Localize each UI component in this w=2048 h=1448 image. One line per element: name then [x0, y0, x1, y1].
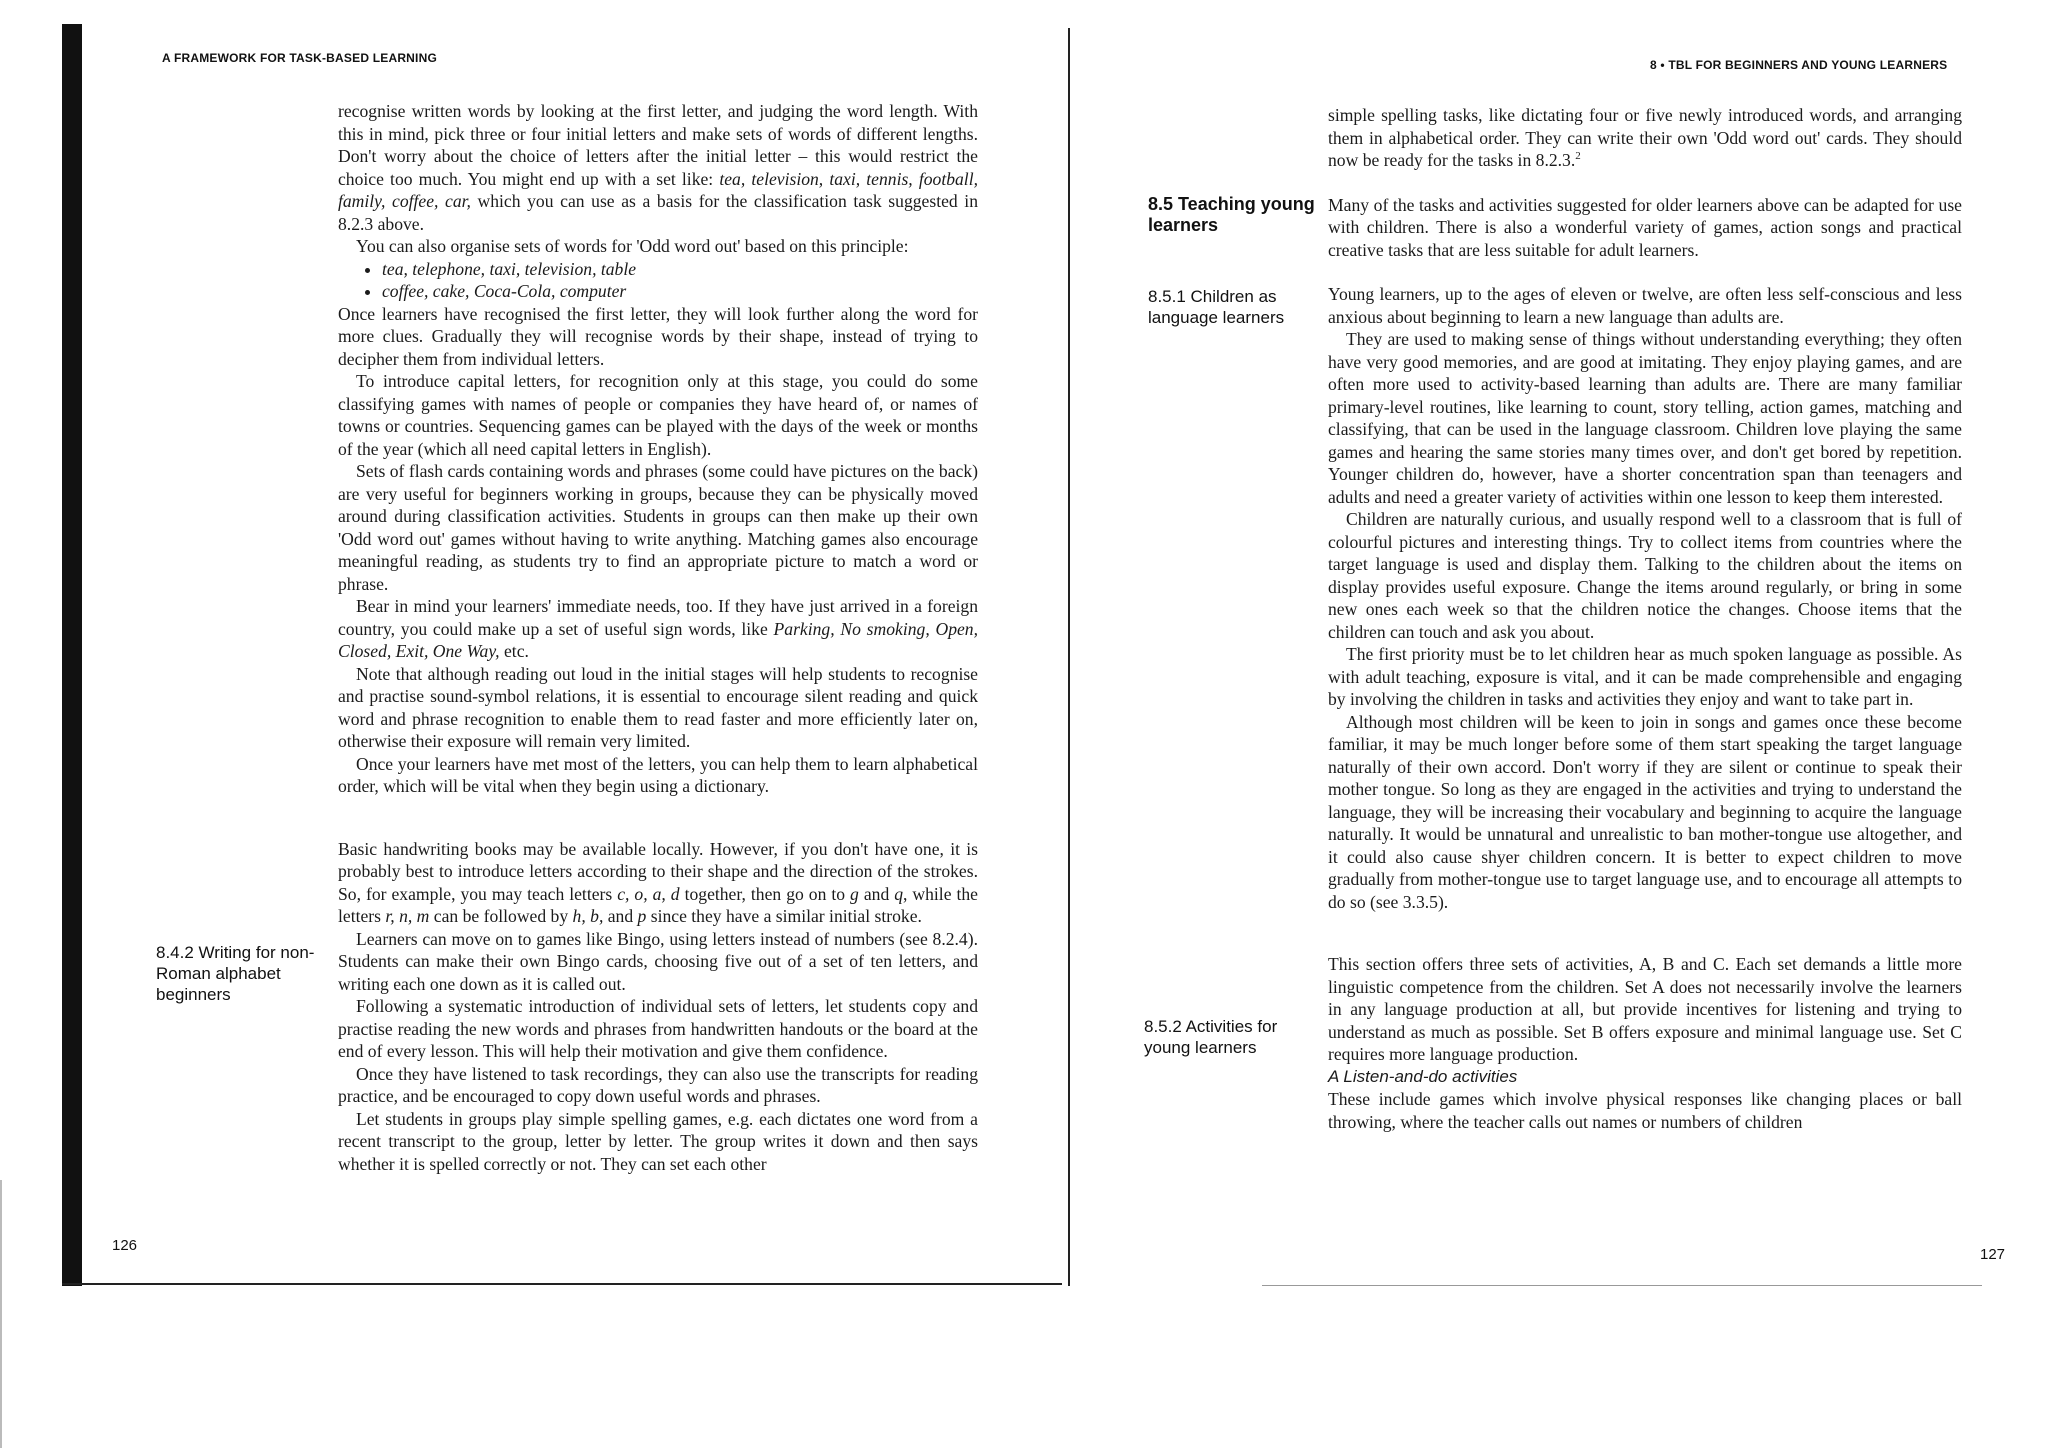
- page-number-right: 127: [1980, 1246, 2006, 1263]
- text-run: Basic handwriting books may be available locally. However, if you don't have one, it is probably best to introduce letters according to their shape and the direction of the strokes. So, for example, you may teach letters: [338, 838, 978, 904]
- paragraph: Sets of flash cards containing words and phrases (some could have pictures on the back) are very useful for beginners working in groups, because they can be physically moved around during classification activities. Students in groups can then make up their own 'Odd word out' games without having to write anything. Matching games also encourage meaningful reading, as students try to find an appropriate picture to match a word or phrase.: [338, 461, 978, 594]
- paragraph: Once they have listened to task recordings, they can also use the transcripts for reading practice, and be encouraged to copy down useful words and phrases.: [338, 1063, 978, 1106]
- section-heading-8-5: 8.5 Teaching young learners: [1148, 194, 1315, 235]
- text-run: , while the letters: [338, 883, 978, 926]
- italic-run: c, o, a, d: [617, 883, 680, 904]
- paragraph: [338, 838, 978, 928]
- paragraph: Children are naturally curious, and usually respond well to a classroom that is full of colourful pictures and interesting things. Try to collect items from countries where the target language is used and display them. Talking to the children about the items on display provides useful exposure. Change the items around regularly, or bring in some new ones each week so that the children notice the changes. Choose items that the children can touch and ask you about.: [1328, 509, 1962, 642]
- paragraph: Learners can move on to games like Bingo, using letters instead of numbers (see 8.2.4). Students can make their own Bingo cards, choosing five out of a set of ten letters, and writing each one down as it is called out.: [338, 928, 978, 994]
- footnote-marker: 2: [1575, 150, 1581, 163]
- italic-run: q: [894, 883, 904, 904]
- paragraph: This section offers three sets of activities, A, B and C. Each set demands a little more linguistic competence from the children. Set A does not necessarily involve the learners in any language production at all, but provide incentives for listening and trying to understand as much as possible. Set B offers exposure and minimal language use. Set C requires more language production.: [1328, 954, 1962, 1064]
- list-item: • coffee, cake, Coca-Cola, computer: [382, 280, 978, 303]
- italic-run: tea, television, taxi, tennis, football, family, coffee, car,: [338, 168, 978, 211]
- paragraph: Note that although reading out loud in the initial stages will help students to recognise and practise sound-symbol relations, it is essential to encourage silent reading and quick word and phrase recognition to enable them to read faster and more efficiently later on, otherwise their exposure will remain very limited.: [338, 663, 978, 751]
- paragraph: They are used to making sense of things without understanding everything; they often have very good memories, and are good at imitating. They enjoy playing games, and are often more used to activity-based learning than adults are. There are many familiar primary-level routines, like learning to count, story telling, action games, matching and classifying, that can be used in the language classroom. Children love playing the same games and hearing the same stories many times over, and don't get bored by repetition. Younger children do, however, have a shorter concentration span than teenagers and adults and need a greater variety of activities within one lesson to keep them interested.: [1328, 329, 1962, 507]
- side-heading-8-5-2: 8.5.2 Activities for young learners: [1144, 1017, 1278, 1057]
- paragraph: You can also organise sets of words for 'Odd word out' based on this principle:: [356, 236, 909, 256]
- side-heading-8-5-1: 8.5.1 Children as language learners: [1148, 287, 1285, 327]
- paragraph: Once learners have recognised the first letter, they will look further along the word for more clues. Gradually they will recognise words by their shape, instead of trying to decipher them from individual letters.: [338, 303, 978, 369]
- paragraph: Although most children will be keen to join in songs and games once these become familiar, it may be much longer before some of them start speaking the target language naturally of their own accord. Don't worry if they are silent or continue to speak their mother tongue. So long as they are engaged in the activities and trying to understand the language, they will be increasing their vocabulary and beginning to acquire the language naturally. It would be unnatural and unrealistic to ban mother-tongue use altogether, and it could also cause shyer children concern. It is better to expect children to move gradually from mother-tongue use to target language use, and to encourage all attempts to do so (see 3.3.5).: [1328, 711, 1962, 912]
- italic-run: h, b,: [572, 906, 604, 926]
- word-list: [338, 258, 978, 303]
- text-run: recognise written words by looking at the first letter, and judging the word length. With this in mind, pick three or four initial letters and make sets of words of different lengths. Don't worry about the choice of letters after the initial letter – this would restrict the choice too much. You might end up with a set like:: [338, 101, 978, 189]
- text-run: and: [858, 883, 895, 904]
- text-run: Bear in mind your learners' immediate needs, too. If they have just arrived in a foreign country, you could make up a set of useful sign words, like: [338, 596, 978, 639]
- paragraph: [338, 595, 978, 663]
- paragraph: Let students in groups play simple spelling games, e.g. each dictates one word from a recent transcript to the group, letter by letter. The group writes it down and then says whether it is spelled correctly or not. They can set each other: [338, 1108, 978, 1174]
- side-heading-8-4-2: 8.4.2 Writing for non-Roman alphabet beginners: [156, 943, 315, 1004]
- italic-run: p: [637, 906, 647, 926]
- scan-edge: [0, 1180, 2, 1448]
- paragraph: The first priority must be to let children hear as much spoken language as possible. As with adult teaching, exposure is vital, and it can be made comprehensible and engaging by involving the children in tasks and activities they enjoy and want to take part in.: [1328, 644, 1962, 709]
- italic-run: g: [850, 883, 859, 904]
- italic-run: Parking, No smoking, Open, Closed, Exit, One Way,: [338, 618, 978, 661]
- running-head-right: 8 • TBL FOR BEGINNERS AND YOUNG LEARNERS: [1650, 58, 1948, 72]
- text-run: can be followed by: [429, 906, 573, 926]
- text-run: simple spelling tasks, like dictating four or five newly introduced words, and arranging them in alphabetical order. They can write their own 'Odd word out' cards. They should now be ready for the tasks in 8.2.3.: [1328, 105, 1962, 170]
- list-item: • tea, telephone, taxi, television, table: [382, 258, 978, 281]
- paragraph: Once your learners have met most of the letters, you can help them to learn alphabetical order, which will be vital when they begin using a dictionary.: [338, 753, 978, 796]
- paragraph: These include games which involve physical responses like changing places or ball throwing, where the teacher calls out names or numbers of children: [1328, 1089, 1962, 1132]
- text-run: and: [603, 906, 638, 926]
- italic-run: r, n, m: [385, 906, 430, 926]
- subheading-a: A Listen-and-do activities: [1328, 1066, 1518, 1086]
- text-run: etc.: [499, 641, 529, 661]
- paragraph: [338, 100, 978, 235]
- gutter-line: [1068, 28, 1070, 1286]
- paragraph: [1328, 104, 1962, 172]
- page-edge-right: [1262, 1285, 1982, 1286]
- text-run: together, then go on to: [679, 883, 851, 904]
- text-run: which you can use as a basis for the classification task suggested in 8.2.3 above.: [338, 191, 978, 234]
- page-edge-left: [62, 1283, 1062, 1285]
- running-head-left: A FRAMEWORK FOR TASK-BASED LEARNING: [162, 51, 437, 65]
- page-number-left: 126: [112, 1237, 138, 1254]
- binding-shadow: [62, 24, 82, 1286]
- text-run: since they have a similar initial stroke.: [646, 906, 922, 926]
- paragraph: Young learners, up to the ages of eleven or twelve, are often less self-conscious and less anxious about beginning to learn a new language than adults are.: [1328, 284, 1962, 327]
- left-page-body: [338, 100, 978, 1175]
- paragraph: Following a systematic introduction of individual sets of letters, let students copy and practise reading the new words and phrases from handwritten handouts or the board at the end of every lesson. This will help their motivation and give them confidence.: [338, 996, 978, 1061]
- paragraph: Many of the tasks and activities suggested for older learners above can be adapted for use with children. There is also a wonderful variety of games, action songs and practical creative tasks that are less suitable for adult learners.: [1328, 194, 1962, 260]
- paragraph: To introduce capital letters, for recognition only at this stage, you could do some classifying games with names of people or companies they have heard of, or names of towns or countries. Sequencing games can be played with the days of the week or months of the year (which all need capital letters in English).: [338, 371, 978, 459]
- right-page-body: [1328, 104, 1962, 1133]
